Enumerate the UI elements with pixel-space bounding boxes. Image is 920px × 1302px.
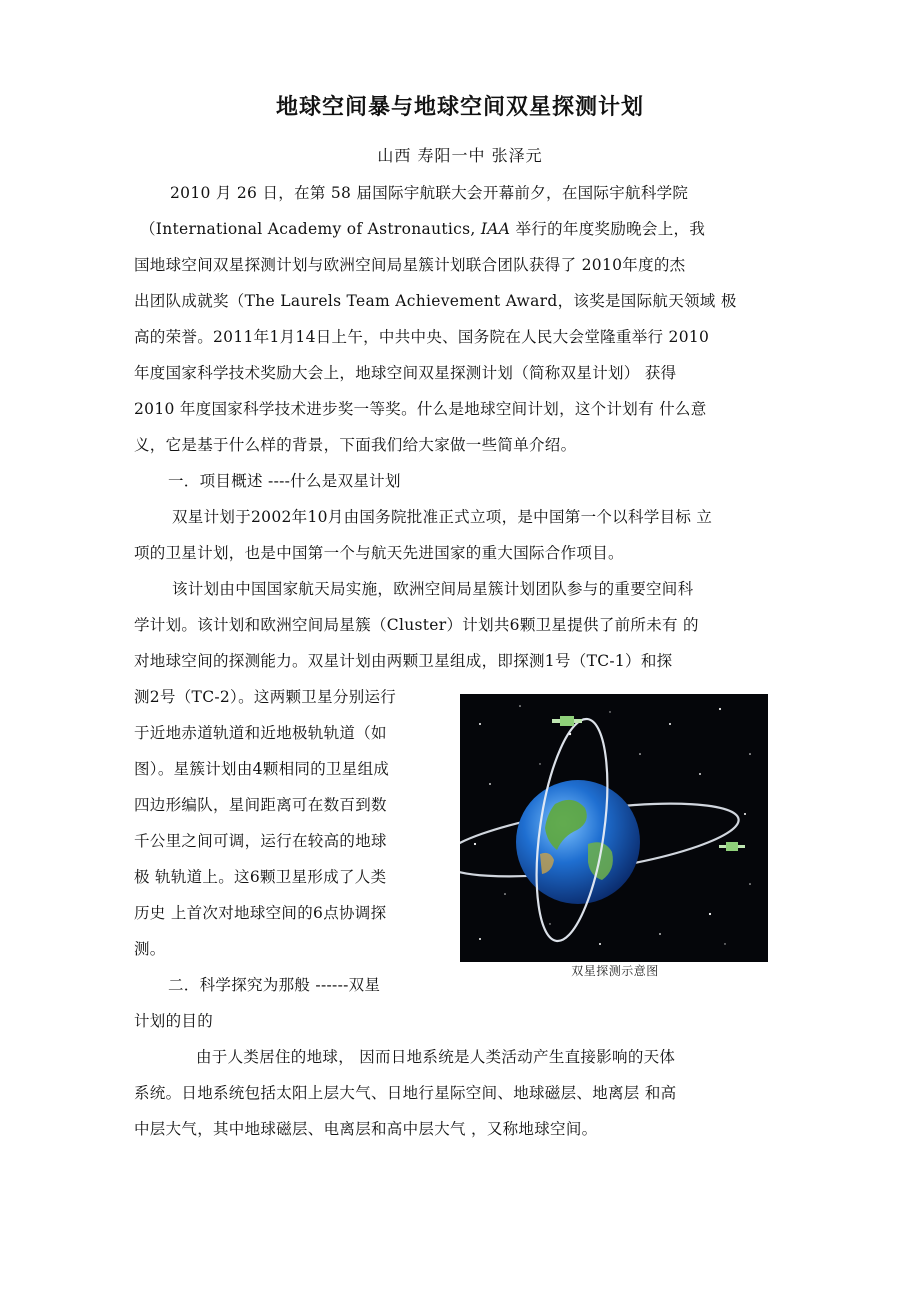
- section-heading: 二．科学探究为那般 ------双星: [168, 976, 381, 994]
- page-title: 地球空间暴与地球空间双星探测计划: [275, 95, 644, 120]
- text-line: 项的卫星计划，也是中国第一个与航天先进国家的重大国际合作项目。: [134, 544, 624, 562]
- section-heading: 计划的目的: [134, 1012, 214, 1030]
- text-line: 2010 年度国家科学技术进步奖一等奖。什么是地球空间计划，这个计划有 什么意: [134, 400, 707, 418]
- text-line: 义，它是基于什么样的背景，下面我们给大家做一些简单介绍。: [134, 436, 577, 454]
- text-line: 四边形编队，星间距离可在数百到数: [134, 796, 387, 814]
- text-line: 学计划。该计划和欧洲空间局星簇（Cluster）计划共6颗卫星提供了前所未有 的: [134, 616, 699, 634]
- text-line: 对地球空间的探测能力。双星计划由两颗卫星组成，即探测1号（TC-1）和探: [134, 652, 673, 670]
- satellite-tc1: [719, 842, 745, 851]
- text-line: 于近地赤道轨道和近地极轨轨道（如: [134, 724, 387, 742]
- text-span: IAA: [480, 220, 511, 238]
- text-line: 测。: [134, 940, 166, 958]
- figure-caption: 双星探测示意图: [571, 964, 659, 978]
- text-line: 由于人类居住的地球， 因而日地系统是人类活动产生直接影响的天体: [196, 1048, 676, 1066]
- text-span: （International Academy of Astronautics,: [140, 220, 476, 238]
- text-line: 2010 月 26 日，在第 58 届国际宇航联大会开幕前夕，在国际宇航科学院: [170, 184, 689, 202]
- orbit-illustration: [460, 694, 768, 962]
- text-line: 千公里之间可调，运行在较高的地球: [134, 832, 387, 850]
- double-star-orbit-figure: [460, 694, 768, 962]
- author-line: 山西 寿阳一中 张泽元: [377, 146, 543, 165]
- section-heading: 一．项目概述 ----什么是双星计划: [168, 472, 401, 490]
- text-line: 历史 上首次对地球空间的6点协调探: [134, 904, 387, 922]
- satellite-tc2: [552, 716, 582, 726]
- text-span: 举行的年度奖励晚会上，我: [510, 220, 706, 238]
- text-line: [140, 217, 705, 239]
- text-line: 年度国家科学技术奖励大会上，地球空间双星探测计划（简称双星计划） 获得: [134, 364, 677, 382]
- text-line: 该计划由中国国家航天局实施，欧洲空间局星簇计划团队参与的重要空间科: [172, 580, 694, 598]
- text-line: 图）。星簇计划由4颗相同的卫星组成: [134, 760, 390, 778]
- text-line: 高的荣誉。2011年1月14日上午，中共中央、国务院在人民大会堂隆重举行 2010: [134, 328, 710, 346]
- earth-globe: [516, 780, 640, 904]
- text-line: 双星计划于2002年10月由国务院批准正式立项，是中国第一个以科学目标 立: [172, 508, 713, 526]
- text-line: 系统。日地系统包括太阳上层大气、日地行星际空间、地球磁层、地离层 和高: [134, 1084, 677, 1102]
- text-line: 国地球空间双星探测计划与欧洲空间局星簇计划联合团队获得了 2010年度的杰: [134, 256, 686, 274]
- text-line: 出团队成就奖（The Laurels Team Achievement Award，该奖是国际航天领域 极: [134, 292, 737, 310]
- text-line: 测2号（TC-2）。这两颗卫星分别运行: [134, 688, 397, 706]
- text-line: 极 轨轨道上。这6颗卫星形成了人类: [134, 868, 387, 886]
- text-line: 中层大气，其中地球磁层、电离层和高中层大气 ，又称地球空间。: [134, 1120, 598, 1138]
